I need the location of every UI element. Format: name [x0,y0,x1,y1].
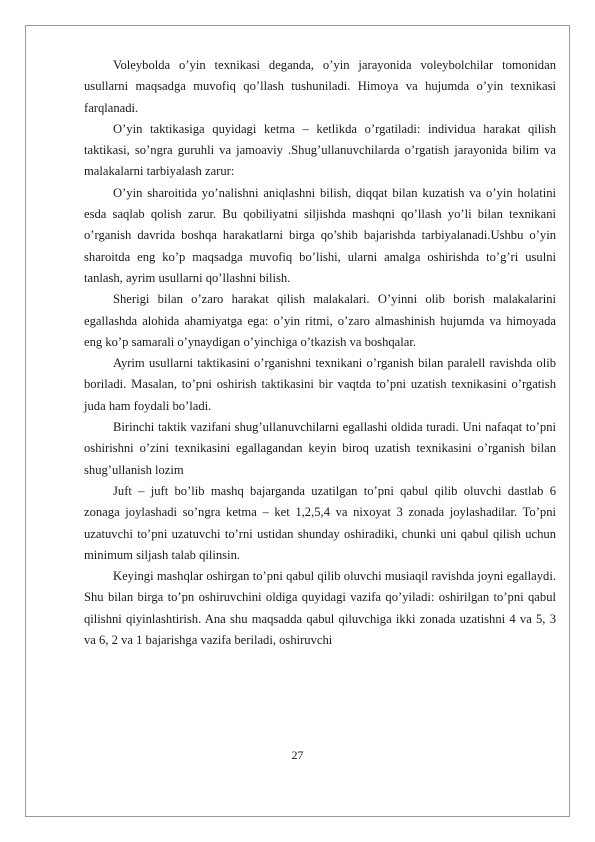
page-number: 27 [291,748,304,762]
paragraph: O’yin sharoitida yo’nalishni aniqlashni bilish, diqqat bilan kuzatish va o’yin holatini esda saqlab qolish zarur. Bu qobiliyatni siljishda mashqni qo’llash yo’li bilan texnikani o’rganish davrida boshqa harakatlarni birga qo’shib bajarishda tarbiyalanadi.Ushbu o’yin sharoitda eng ko’p maqsadga muvofiq bo’lishi, ularni amalga oshirishda to’g’ri usulni tanlash, ayrim usullarni qo’llashni bilish. [84,185,556,285]
paragraph: Juft – juft bo’lib mashq bajarganda uzatilgan to’pni qabul qilib oluvchi dastlab 6 zonaga joylashadi so’ngra ketma – ket 1,2,5,4 va nixoyat 3 zonada joylashadilar. To’pni uzatuvchi to’pni uzatuvchi to’rni ustidan shunday oshiradiki, chunki uni qabul qilish uchun minimum siljash talab qilinsin. [84,483,556,562]
paragraph: O’yin taktikasiga quyidagi ketma – ketlikda o’rgatiladi: individua harakat qilish taktikasi, so’ngra guruhli va jamoaviy .Shug’ullanuvchilarda o’rgatish jarayonida bilim va malakalarni tarbiyalash zarur: [84,121,556,179]
paragraph: Voleybolda o’yin texnikasi deganda, o’yin jarayonida voleybolchilar tomonidan usullarni maqsadga muvofiq qo’llash tushuniladi. Himoya va hujumda o’yin texnikasi farqlanadi. [84,58,556,115]
paragraph: Ayrim usullarni taktikasini o’rganishni texnikani o’rganish bilan paralell ravishda olib boriladi. Masalan, to’pni oshirish taktikasini bir vaqtda to’pni uzatish texnikasini o’rgatish juda ham foydali bo’ladi. [84,356,556,413]
paragraph: Keyingi mashqlar oshirgan to’pni qabul qilib oluvchi musiaqil ravishda joyni egallaydi. Shu bilan birga to’pn oshiruvchini oldiga quyidagi vazifa qo’yiladi: oshirilgan to’pni qabul qilishni qiyinlashtirish. Ana shu maqsadda qabul qiluvchiga ikki zonada uzatishni 4 va 5, 3 va 6, 2 va 1 bajarishga vazifa beriladi, oshiruvchi [84,569,556,648]
paragraph: Birinchi taktik vazifani shug’ullanuvchilarni egallashi oldida turadi. Uni nafaqat to’pni oshirishni o’zini texnikasini egallagandan keyin biroq uzatish texnikasini o’rganish bilan shug’ullanish lozim [84,420,556,477]
paragraph: Sherigi bilan o’zaro harakat qilish malakalari. O’yinni olib borish malakalarini egallashda alohida ahamiyatga ega: o’yin ritmi, o’zaro almashinish hujumda va himoyada eng ko’p samarali o’ynaydigan o’yinchiga o’tkazish va boshqalar. [84,292,556,349]
page-body [84,55,556,651]
